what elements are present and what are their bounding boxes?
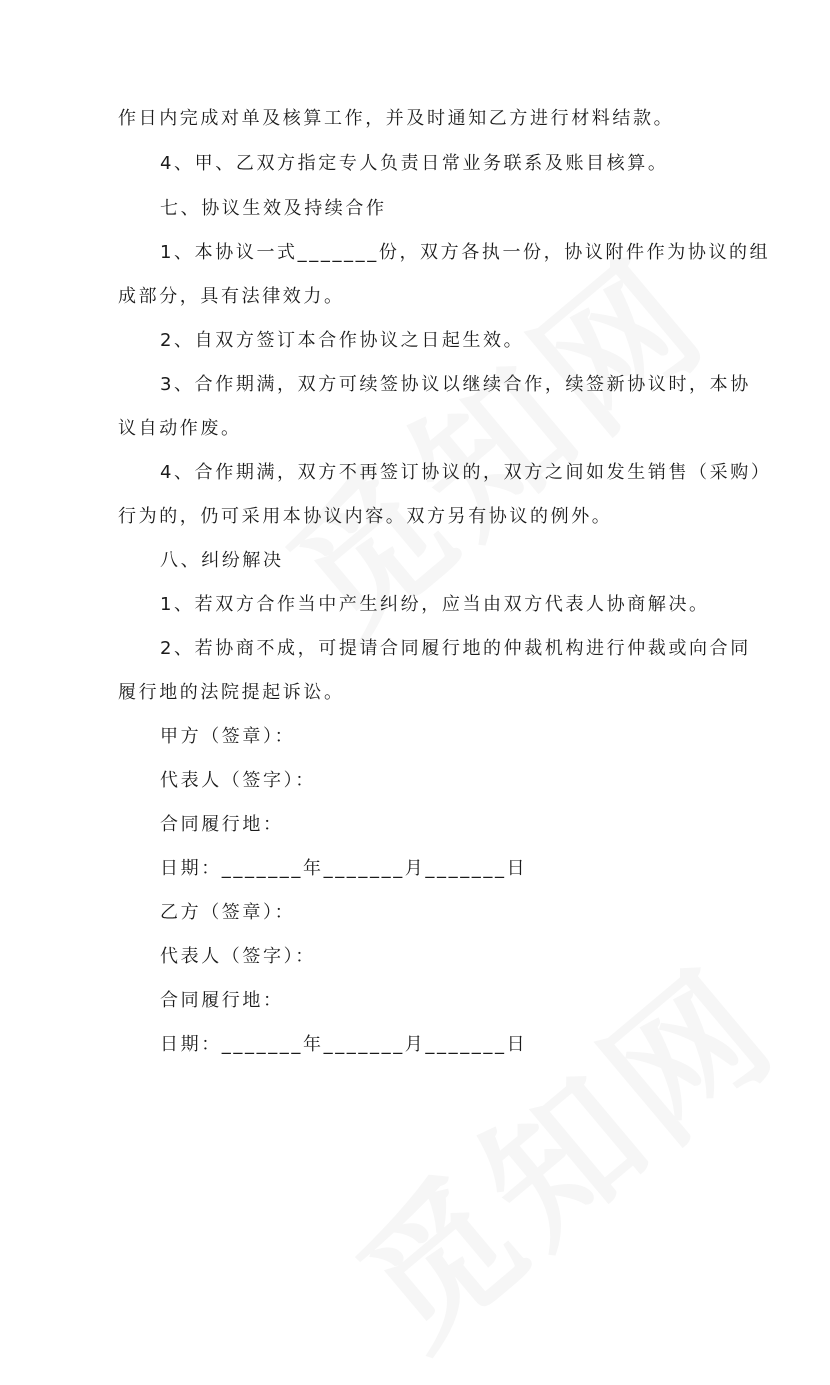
paragraph-line: 议自动作废。 (118, 418, 242, 439)
section-7-heading: 七、协议生效及持续合作 (160, 198, 387, 219)
party-a-date-label: 日期：_______年_______月_______日 (160, 858, 528, 879)
party-b-location-label: 合同履行地： (160, 990, 284, 1011)
party-b-representative-label: 代表人（签字）： (160, 946, 316, 967)
clause-2-item: 2、自双方签订本合作协议之日起生效。 (160, 330, 525, 351)
paragraph-line: 行为的，仍可采用本协议内容。双方另有协议的例外。 (118, 506, 613, 527)
clause-4-item: 4、合作期满，双方不再签订协议的，双方之间如发生销售（采购） (160, 462, 772, 483)
party-b-seal-label: 乙方（签章）： (160, 902, 296, 923)
clause-3-item: 3、合作期满，双方可续签协议以继续合作，续签新协议时，本协 (160, 374, 751, 395)
clause-4-item: 4、甲、乙双方指定专人负责日常业务联系及账目核算。 (160, 153, 669, 174)
party-a-location-label: 合同履行地： (160, 814, 284, 835)
clause-1-item: 1、本协议一式_______份，双方各执一份，协议附件作为协议的组 (160, 242, 771, 263)
paragraph-line: 履行地的法院提起诉讼。 (118, 682, 345, 703)
section-8-heading: 八、纠纷解决 (160, 550, 284, 571)
clause-1-item: 1、若双方合作当中产生纠纷，应当由双方代表人协商解决。 (160, 594, 710, 615)
clause-2-item: 2、若协商不成，可提请合同履行地的仲裁机构进行仲裁或向合同 (160, 638, 751, 659)
party-a-seal-label: 甲方（签章）： (160, 726, 296, 747)
paragraph-line: 成部分，具有法律效力。 (118, 286, 345, 307)
party-a-representative-label: 代表人（签字）： (160, 770, 316, 791)
party-b-date-label: 日期：_______年_______月_______日 (160, 1034, 528, 1055)
watermark (307, 911, 814, 1385)
paragraph-line: 作日内完成对单及核算工作，并及时通知乙方进行材料结款。 (118, 108, 675, 129)
